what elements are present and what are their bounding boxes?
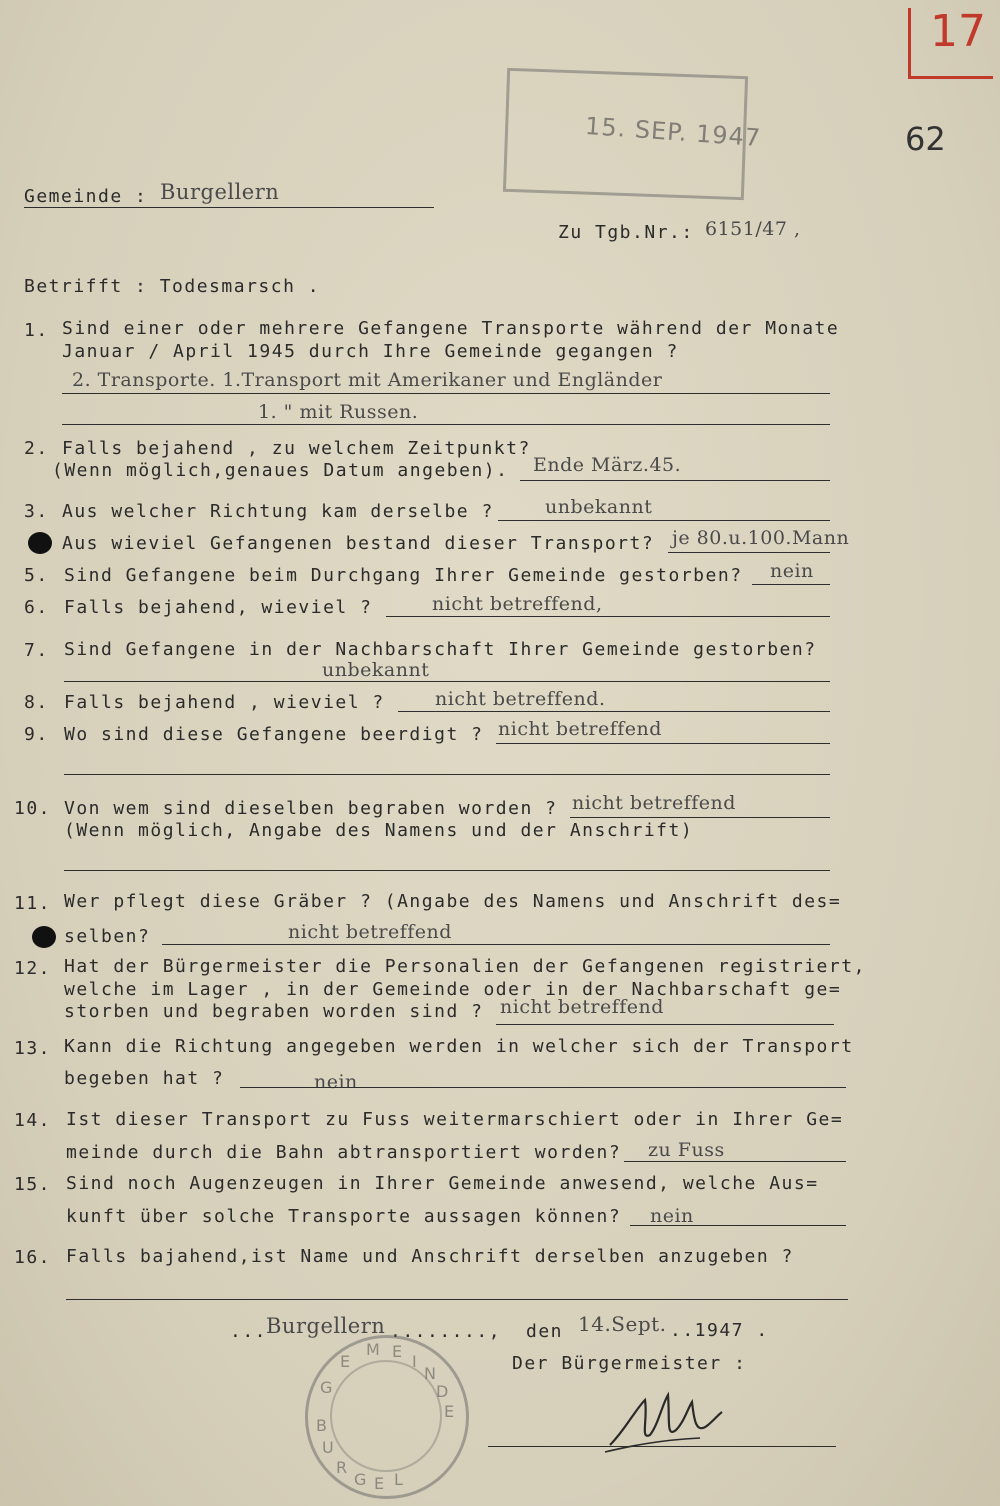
answer-text: nicht betreffend — [288, 921, 452, 943]
answer-line — [66, 1299, 848, 1300]
page-number: 62 — [905, 120, 946, 158]
answer-text: nicht betreffend — [500, 996, 664, 1018]
answer-text: je 80.u.100.Mann — [672, 527, 850, 549]
answer-text: Ende März.45. — [533, 454, 682, 476]
answer-line — [386, 616, 830, 617]
place-name: Burgellern — [266, 1314, 386, 1338]
betrifft-line: Betrifft : Todesmarsch . — [24, 276, 321, 297]
question-text: begeben hat ? — [64, 1068, 225, 1089]
question-text: welche im Lager , in der Gemeinde oder in der Nachbarschaft ge= — [64, 979, 842, 1000]
den-label: den — [526, 1321, 564, 1342]
answer-text: zu Fuss — [648, 1139, 725, 1161]
question-text: Falls bajahend,ist Name und Anschrift derselben anzugeben ? — [66, 1246, 794, 1267]
answer-line — [64, 681, 830, 682]
answer-text: nicht betreffend, — [432, 593, 603, 615]
question-text: Sind noch Augenzeugen in Ihrer Gemeinde anwesend, welche Aus= — [66, 1173, 819, 1194]
question-text: storben und begraben worden sind ? — [64, 1001, 484, 1022]
question-text: Sind einer oder mehrere Gefangene Transporte während der Monate — [62, 318, 840, 339]
question-text: (Wenn möglich,genaues Datum angeben). — [52, 460, 509, 481]
place-dots: ... — [230, 1321, 268, 1342]
answer-text: nein — [770, 560, 814, 582]
question-number: 10. — [14, 798, 52, 819]
question-number: 7. — [24, 640, 49, 661]
seal-letter: L — [394, 1470, 403, 1489]
answer-line — [624, 1161, 846, 1162]
question-text: selben? — [64, 926, 151, 947]
answer-line — [752, 584, 830, 585]
red-annotation: 17 — [930, 6, 986, 57]
question-text: Kann die Richtung angegeben werden in welcher sich der Transport — [64, 1036, 854, 1057]
answer-text: nein — [314, 1071, 358, 1093]
answer-line — [64, 870, 830, 871]
question-number: 6. — [24, 597, 49, 618]
question-number: 2. — [24, 438, 49, 459]
answer-text: 1. " mit Russen. — [258, 401, 419, 423]
seal-letter: E — [444, 1402, 455, 1421]
answer-line — [570, 817, 830, 818]
tgb-value: 6151/47 , — [705, 218, 801, 240]
ink-blot — [32, 926, 56, 948]
question-text: Januar / April 1945 durch Ihre Gemeinde gegangen ? — [62, 341, 679, 362]
seal-letter: B — [316, 1416, 327, 1435]
question-text: Ist dieser Transport zu Fuss weitermarschiert oder in Ihrer Ge= — [66, 1109, 844, 1130]
answer-text: 2. Transporte. 1.Transport mit Amerikaner und Engländer — [72, 369, 663, 391]
seal-letter: D — [436, 1382, 449, 1401]
seal-letter: E — [392, 1342, 403, 1361]
question-number: 15. — [14, 1174, 52, 1195]
answer-text: nein — [650, 1205, 694, 1227]
gemeinde-underline — [24, 207, 434, 208]
signature-line — [488, 1446, 836, 1447]
mayor-title: Der Bürgermeister : — [512, 1353, 747, 1374]
question-text: Von wem sind dieselben begraben worden ? — [64, 798, 558, 819]
seal-letter: R — [336, 1458, 348, 1477]
date-handwritten: 14.Sept. — [578, 1312, 667, 1336]
question-text: Hat der Bürgermeister die Personalien der Gefangenen registriert, — [64, 956, 866, 977]
answer-line — [240, 1087, 846, 1088]
seal-letter: I — [412, 1352, 417, 1371]
question-text: Sind Gefangene in der Nachbarschaft Ihrer Gemeinde gestorben? — [64, 639, 817, 660]
question-number: 13. — [14, 1038, 52, 1059]
question-text: Wo sind diese Gefangene beerdigt ? — [64, 724, 484, 745]
question-number: 16. — [14, 1247, 52, 1268]
question-number: 1. — [24, 320, 49, 341]
gemeinde-value: Burgellern — [160, 180, 280, 204]
answer-line — [62, 424, 830, 425]
date-year: ..1947 . — [670, 1320, 769, 1341]
ink-blot — [28, 532, 52, 554]
seal-letter: E — [340, 1352, 351, 1371]
answer-line — [668, 552, 830, 553]
place-dots: ........, — [390, 1321, 502, 1342]
seal-letter: G — [320, 1378, 333, 1397]
answer-line — [62, 393, 830, 394]
question-text: Aus welcher Richtung kam derselbe ? — [62, 501, 494, 522]
question-text: Falls bejahend , zu welchem Zeitpunkt? — [62, 438, 531, 459]
answer-line — [496, 1024, 834, 1025]
tgb-label: Zu Tgb.Nr.: — [558, 222, 694, 243]
question-number: 14. — [14, 1110, 52, 1131]
answer-text: nicht betreffend. — [435, 688, 606, 710]
question-text: kunft über solche Transporte aussagen können? — [66, 1206, 622, 1227]
answer-line — [630, 1225, 846, 1226]
seal-letter: M — [366, 1340, 380, 1359]
answer-line — [64, 774, 830, 775]
seal-letter: U — [322, 1438, 334, 1457]
question-text: Aus wieviel Gefangenen bestand dieser Transport? — [62, 533, 655, 554]
answer-text: unbekannt — [545, 496, 653, 518]
signature-mark — [600, 1380, 730, 1460]
answer-text: nicht betreffend — [498, 718, 662, 740]
answer-line — [520, 480, 830, 481]
question-number: 12. — [14, 958, 52, 979]
question-text: Sind Gefangene beim Durchgang Ihrer Gemeinde gestorben? — [64, 565, 743, 586]
question-number: 9. — [24, 724, 49, 745]
question-number: 8. — [24, 692, 49, 713]
question-text: Wer pflegt diese Gräber ? (Angabe des Namens und Anschrift des= — [64, 891, 842, 912]
stamp-date: 15. SEP. 1947 — [584, 111, 763, 153]
answer-text: nicht betreffend — [572, 792, 736, 814]
seal-letter: G — [354, 1470, 367, 1489]
answer-line — [162, 944, 830, 945]
question-text: meinde durch die Bahn abtransportiert worden? — [66, 1142, 622, 1163]
answer-line — [496, 743, 830, 744]
answer-text: unbekannt — [322, 659, 430, 681]
question-text: Falls bejahend , wieviel ? — [64, 692, 385, 713]
answer-line — [398, 711, 830, 712]
answer-line — [498, 520, 830, 521]
question-text: Falls bejahend, wieviel ? — [64, 597, 373, 618]
seal-letter: N — [424, 1364, 436, 1383]
seal-letter: E — [374, 1474, 385, 1493]
question-number: 11. — [14, 893, 52, 914]
question-number: 5. — [24, 565, 49, 586]
gemeinde-label: Gemeinde : — [24, 186, 148, 207]
question-text: (Wenn möglich, Angabe des Namens und der Anschrift) — [64, 820, 694, 841]
question-number: 3. — [24, 501, 49, 522]
